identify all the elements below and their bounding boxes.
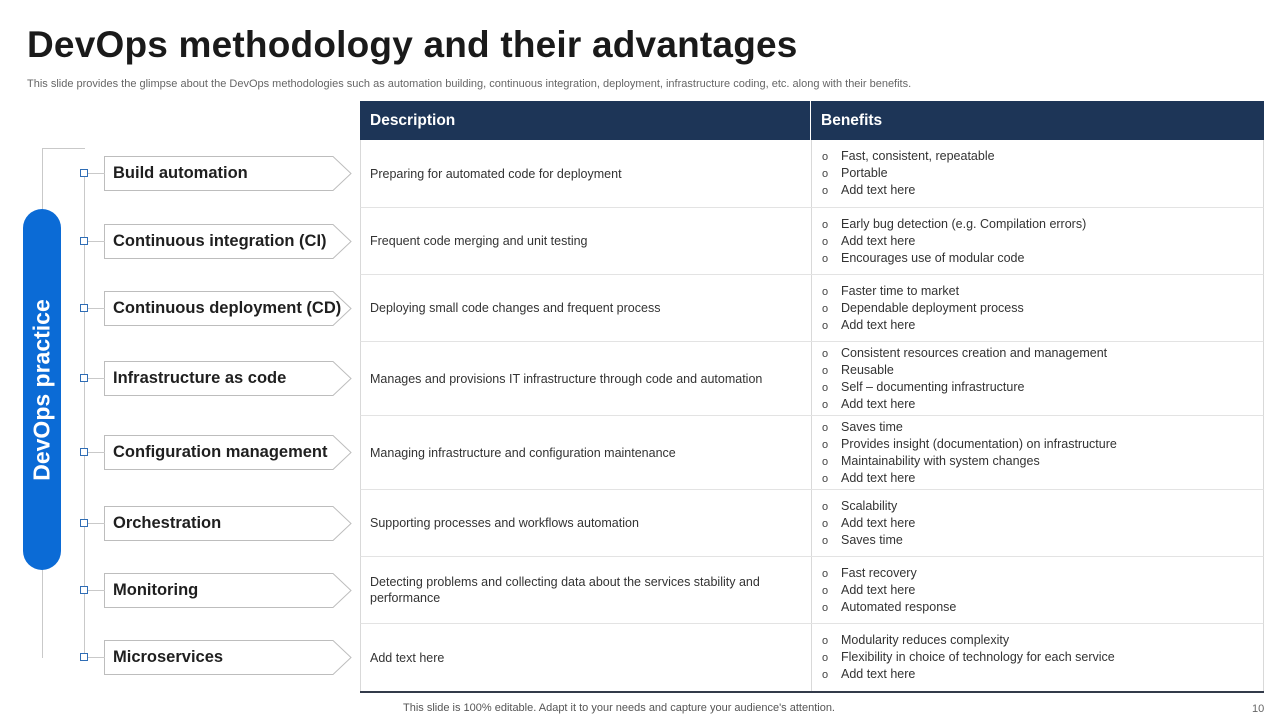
node-connector <box>88 590 105 591</box>
bullet-icon: o <box>822 302 829 315</box>
benefits-cell <box>812 140 1263 207</box>
bullet-icon: o <box>822 455 829 468</box>
benefit-item <box>822 165 1263 182</box>
benefit-text: Faster time to market <box>841 283 960 298</box>
benefit-item <box>822 515 1263 532</box>
benefit-text: Automated response <box>841 599 957 614</box>
bullet-icon: o <box>822 601 829 614</box>
benefit-text: Consistent resources creation and management <box>841 345 1108 360</box>
benefit-item <box>822 379 1263 396</box>
node-connector <box>88 308 105 309</box>
benefits-cell <box>812 416 1263 489</box>
benefit-text: Add text here <box>841 183 916 197</box>
bullet-icon: o <box>822 584 829 597</box>
practice-arrow-box <box>104 435 352 470</box>
node-connector <box>88 241 105 242</box>
practice-label: Infrastructure as code <box>113 369 287 387</box>
bullet-icon: o <box>822 252 829 265</box>
benefit-text: Fast recovery <box>841 565 917 580</box>
benefit-text: Provides insight (documentation) on infrastructure <box>841 436 1117 451</box>
bullet-icon: o <box>822 500 829 513</box>
bullet-icon: o <box>822 319 829 332</box>
bullet-icon: o <box>822 438 829 451</box>
timeline-node-icon <box>80 237 88 245</box>
bullet-icon: o <box>822 669 829 681</box>
table-row <box>360 489 1264 556</box>
bullet-icon: o <box>822 421 829 434</box>
description-cell: Preparing for automated code for deployment <box>361 140 812 207</box>
practice-arrow-box <box>104 640 352 675</box>
bullet-icon: o <box>822 398 829 411</box>
bullet-icon: o <box>822 381 829 394</box>
benefit-item <box>822 632 1263 649</box>
benefit-item <box>822 148 1263 165</box>
table-row <box>360 140 1264 207</box>
benefit-text: Fast, consistent, repeatable <box>841 149 995 163</box>
practice-label: Configuration management <box>113 443 328 461</box>
description-cell: Supporting processes and workflows automation <box>361 490 812 556</box>
benefit-item <box>822 453 1263 470</box>
node-connector <box>88 657 105 658</box>
benefit-text: Encourages use of modular code <box>841 250 1025 265</box>
bullet-icon: o <box>822 151 829 163</box>
practice-arrow-box <box>104 224 352 259</box>
benefit-text: Flexibility in choice of technology for each service <box>841 650 1115 664</box>
timeline-node-icon <box>80 374 88 382</box>
benefit-item <box>822 565 1263 582</box>
benefit-item <box>822 470 1263 487</box>
practice-label: Continuous deployment (CD) <box>113 299 342 317</box>
node-connector <box>88 378 105 379</box>
timeline-node-icon <box>80 169 88 177</box>
practice-arrow-box <box>104 291 352 326</box>
table-header <box>360 101 1264 140</box>
benefit-text: Maintainability with system changes <box>841 453 1040 468</box>
benefit-text: Reusable <box>841 362 894 377</box>
description-cell: Manages and provisions IT infrastructure through code and automation <box>361 342 812 415</box>
timeline-node-icon <box>80 304 88 312</box>
benefit-item <box>822 216 1263 233</box>
bullet-icon: o <box>822 517 829 530</box>
practice-label: Continuous integration (CI) <box>113 232 327 250</box>
benefits-cell <box>812 624 1263 691</box>
table-body <box>360 140 1264 691</box>
benefit-text: Scalability <box>841 498 898 513</box>
footer-note: This slide is 100% editable. Adapt it to your needs and capture your audience's attention. <box>403 702 835 714</box>
benefit-item <box>822 250 1263 267</box>
benefits-cell <box>812 208 1263 274</box>
benefits-cell <box>812 490 1263 556</box>
devops-practice-label: DevOps practice <box>28 298 55 481</box>
benefits-cell <box>812 557 1263 623</box>
table-row <box>360 556 1264 623</box>
benefit-text: Add text here <box>841 582 916 597</box>
practice-arrow-box <box>104 156 352 191</box>
benefit-item <box>822 582 1263 599</box>
practice-arrow-box <box>104 361 352 396</box>
bullet-icon: o <box>822 168 829 180</box>
benefit-text: Add text here <box>841 396 916 411</box>
slide-title: DevOps methodology and their advantages <box>27 24 798 65</box>
benefit-text: Saves time <box>841 419 903 434</box>
benefits-cell <box>812 275 1263 341</box>
slide-subtitle: This slide provides the glimpse about the DevOps methodologies such as automation building, continuous integration, deployment, infrastructure coding, etc. along with their benefits. <box>27 78 912 90</box>
bullet-icon: o <box>822 347 829 360</box>
timeline-node-icon <box>80 519 88 527</box>
benefit-item <box>822 498 1263 515</box>
practice-label: Monitoring <box>113 581 199 599</box>
benefit-item <box>822 599 1263 616</box>
node-connector <box>88 173 105 174</box>
benefit-item <box>822 532 1263 549</box>
benefit-text: Add text here <box>841 667 916 681</box>
node-connector <box>88 523 105 524</box>
practice-label: Orchestration <box>113 514 222 532</box>
benefit-text: Add text here <box>841 515 916 530</box>
bullet-icon: o <box>822 635 829 647</box>
description-cell: Frequent code merging and unit testing <box>361 208 812 274</box>
timeline-node-icon <box>80 586 88 594</box>
practice-arrow-box <box>104 506 352 541</box>
bullet-icon: o <box>822 534 829 547</box>
benefit-text: Self – documenting infrastructure <box>841 379 1025 394</box>
header-benefits: Benefits <box>821 111 883 129</box>
benefit-text: Add text here <box>841 233 916 248</box>
connector-bottom <box>42 569 85 658</box>
benefit-text: Modularity reduces complexity <box>841 633 1010 647</box>
header-description: Description <box>360 101 811 140</box>
benefit-text: Saves time <box>841 532 903 547</box>
benefit-text: Add text here <box>841 317 916 332</box>
methodology-table <box>360 101 1264 693</box>
table-row <box>360 623 1264 691</box>
practice-arrow-box <box>104 573 352 608</box>
table-row <box>360 415 1264 489</box>
benefit-text: Portable <box>841 166 888 180</box>
timeline-node-icon <box>80 448 88 456</box>
bullet-icon: o <box>822 285 829 298</box>
bullet-icon: o <box>822 364 829 377</box>
page-number: 10 <box>1252 703 1265 715</box>
description-cell: Managing infrastructure and configuration maintenance <box>361 416 812 489</box>
bullet-icon: o <box>822 652 829 664</box>
benefit-text: Dependable deployment process <box>841 300 1024 315</box>
table-row <box>360 341 1264 415</box>
description-cell: Add text here <box>361 624 812 691</box>
benefit-item <box>822 666 1263 683</box>
benefit-item <box>822 182 1263 199</box>
benefit-item <box>822 436 1263 453</box>
timeline-node-icon <box>80 653 88 661</box>
benefit-item <box>822 345 1263 362</box>
benefit-item <box>822 649 1263 666</box>
bullet-icon: o <box>822 185 829 197</box>
table-row <box>360 274 1264 341</box>
bullet-icon: o <box>822 567 829 580</box>
benefit-item <box>822 300 1263 317</box>
connector-top <box>42 148 85 210</box>
bullet-icon: o <box>822 472 829 485</box>
node-connector <box>88 452 105 453</box>
benefits-cell <box>812 342 1263 415</box>
bullet-icon: o <box>822 235 829 248</box>
benefit-text: Early bug detection (e.g. Compilation errors) <box>841 216 1087 231</box>
benefit-item <box>822 233 1263 250</box>
devops-practice-pill <box>23 209 61 570</box>
benefit-item <box>822 283 1263 300</box>
bullet-icon: o <box>822 218 829 231</box>
benefit-text: Add text here <box>841 470 916 485</box>
table-row <box>360 207 1264 274</box>
benefit-item <box>822 419 1263 436</box>
benefit-item <box>822 317 1263 334</box>
description-cell: Deploying small code changes and frequent process <box>361 275 812 341</box>
practice-label: Build automation <box>113 164 248 182</box>
description-cell: Detecting problems and collecting data about the services stability and performance <box>361 557 812 623</box>
practice-label: Microservices <box>113 648 224 666</box>
benefit-item <box>822 362 1263 379</box>
benefit-item <box>822 396 1263 413</box>
